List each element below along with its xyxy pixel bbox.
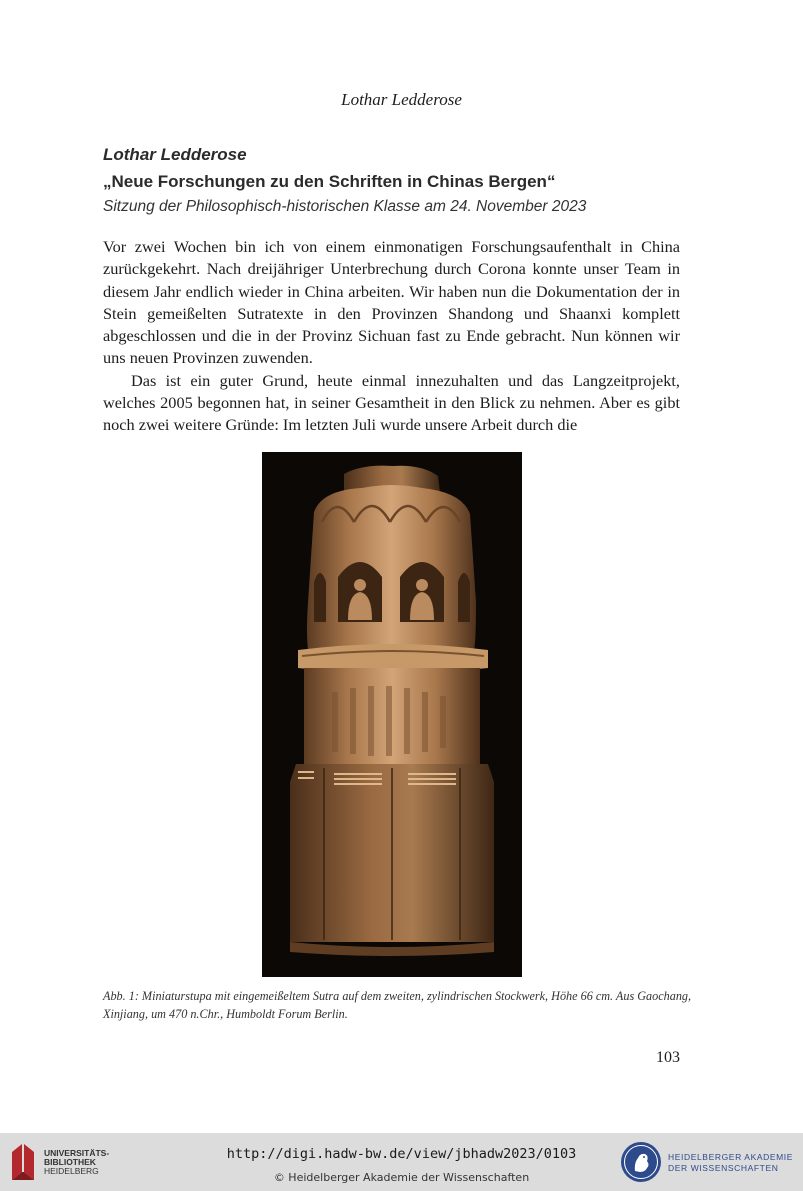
article-title: „Neue Forschungen zu den Schriften in Chinas Bergen“ bbox=[103, 172, 556, 191]
paragraph-2: Das ist ein guter Grund, heute einmal innezuhalten und das Langzeitprojekt, welches 2005 begonnen hat, in seiner Gesamtheit in den Blick zu nehmen. Aber es gibt noch zwei weitere Gründe: Im letzten Juli wurde unsere Arbeit durch die bbox=[103, 370, 680, 435]
copyright-notice: © Heidelberger Akademie der Wissenschaften bbox=[273, 1171, 530, 1184]
library-line-1: UNIVERSITÄTS- bbox=[44, 1148, 110, 1158]
permalink-url[interactable]: http://digi.hadw-bw.de/view/jbhadw2023/0103 bbox=[226, 1146, 577, 1162]
library-line-2: BIBLIOTHEK bbox=[44, 1157, 96, 1167]
running-head: Lothar Ledderose bbox=[341, 90, 462, 109]
academy-name bbox=[668, 1152, 793, 1174]
academy-line-1: HEIDELBERGER AKADEMIE bbox=[668, 1152, 794, 1162]
library-line-3: HEIDELBERG bbox=[44, 1166, 99, 1176]
academy-line-2: DER WISSENSCHAFTEN bbox=[668, 1163, 779, 1173]
footer-bar bbox=[0, 1133, 803, 1191]
hadw-seal-logo-icon[interactable] bbox=[620, 1141, 662, 1183]
figure-caption: Abb. 1: Miniaturstupa mit eingemeißeltem Sutra auf dem zweiten, zylindrischen Stockwerk, Höhe 66 cm. Aus Gaochang, Xinjiang, um 470 n.Chr., Humboldt Forum Berlin. bbox=[103, 989, 692, 1021]
stupa-illustration bbox=[262, 452, 522, 977]
article-subtitle: Sitzung der Philosophisch-historischen Klasse am 24. November 2023 bbox=[103, 198, 587, 215]
article-author: Lothar Ledderose bbox=[103, 145, 247, 164]
paragraph-1: Vor zwei Wochen bin ich von einem einmonatigen Forschungsaufenthalt in China zurückgekehrt. Nach dreijähriger Unterbrechung durch Corona konnte unser Team in diesem Jahr endlich wieder in China arbeiten. Wir haben nun die Dokumentation der in Stein gemeißelten Sutratexte in den Provinzen Shandong und Shaanxi komplett abgeschlossen und die in der Provinz Sichuan fast zu Ende gebracht. Nun können wir uns neuen Provinzen zuwenden. bbox=[103, 237, 680, 368]
page-number: 103 bbox=[656, 1049, 680, 1066]
stupa-photograph bbox=[262, 452, 522, 977]
body-text bbox=[103, 236, 680, 437]
